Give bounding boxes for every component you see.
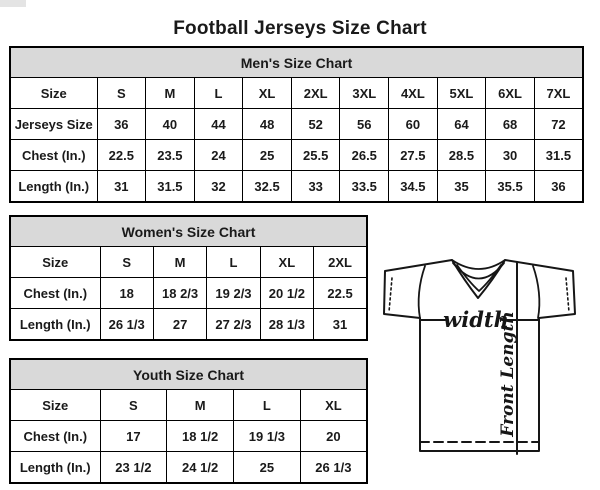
scan-artifact — [0, 0, 26, 7]
table-row — [10, 140, 583, 171]
column-header: 5XL — [437, 78, 486, 109]
womens-size-table — [9, 215, 368, 341]
table-title: Youth Size Chart — [10, 359, 367, 390]
data-cell: 40 — [146, 109, 195, 140]
data-cell: 56 — [340, 109, 389, 140]
data-cell: 25 — [234, 452, 301, 484]
page-title: Football Jerseys Size Chart — [173, 17, 427, 39]
data-cell: 27 2/3 — [207, 309, 260, 341]
column-header: M — [146, 78, 195, 109]
data-cell: 22.5 — [314, 278, 367, 309]
data-cell: 31.5 — [534, 140, 583, 171]
data-cell: 18 — [100, 278, 153, 309]
data-cell: 17 — [100, 421, 167, 452]
data-cell: 20 — [300, 421, 367, 452]
data-cell: 36 — [534, 171, 583, 203]
data-cell: 34.5 — [389, 171, 438, 203]
data-cell: 24 — [194, 140, 243, 171]
width-label: width — [443, 307, 509, 332]
table-row — [10, 109, 583, 140]
data-cell: 33.5 — [340, 171, 389, 203]
cuff-stitch-left-icon — [389, 278, 392, 312]
data-cell: 28 1/3 — [260, 309, 313, 341]
mens-size-table — [9, 46, 584, 203]
table-row — [10, 421, 367, 452]
column-header: 4XL — [389, 78, 438, 109]
data-cell: 35.5 — [486, 171, 535, 203]
data-cell: 30 — [486, 140, 535, 171]
data-cell: 26 1/3 — [100, 309, 153, 341]
youth-size-table — [9, 358, 368, 484]
row-header: Jerseys Size — [10, 109, 97, 140]
column-header: M — [153, 247, 206, 278]
column-header: L — [194, 78, 243, 109]
column-header: XL — [243, 78, 292, 109]
data-cell: 35 — [437, 171, 486, 203]
column-header: M — [167, 390, 234, 421]
column-header: 2XL — [314, 247, 367, 278]
data-cell: 32 — [194, 171, 243, 203]
data-cell: 25.5 — [291, 140, 340, 171]
data-cell: 25 — [243, 140, 292, 171]
data-cell: 24 1/2 — [167, 452, 234, 484]
column-header: L — [207, 247, 260, 278]
data-cell: 31 — [314, 309, 367, 341]
row-header-label: Size — [10, 78, 97, 109]
row-header: Length (In.) — [10, 171, 97, 203]
table-row — [10, 452, 367, 484]
data-cell: 19 2/3 — [207, 278, 260, 309]
data-cell: 33 — [291, 171, 340, 203]
row-header-label: Size — [10, 247, 100, 278]
column-header: 7XL — [534, 78, 583, 109]
row-header: Chest (In.) — [10, 140, 97, 171]
armhole-seam-left — [419, 266, 425, 318]
column-header: L — [234, 390, 301, 421]
data-cell: 60 — [389, 109, 438, 140]
table-row — [10, 309, 367, 341]
data-cell: 23.5 — [146, 140, 195, 171]
table-title: Men's Size Chart — [10, 47, 583, 78]
row-header-label: Size — [10, 390, 100, 421]
data-cell: 27.5 — [389, 140, 438, 171]
data-cell: 31.5 — [146, 171, 195, 203]
cuff-stitch-right-icon — [566, 278, 569, 312]
column-header: S — [100, 247, 153, 278]
row-header: Chest (In.) — [10, 421, 100, 452]
data-cell: 23 1/2 — [100, 452, 167, 484]
armhole-seam-right — [533, 266, 539, 318]
column-header: XL — [260, 247, 313, 278]
table-row — [10, 278, 367, 309]
data-cell: 68 — [486, 109, 535, 140]
data-cell: 28.5 — [437, 140, 486, 171]
row-header: Length (In.) — [10, 452, 100, 484]
row-header: Length (In.) — [10, 309, 100, 341]
column-header: S — [97, 78, 146, 109]
data-cell: 22.5 — [97, 140, 146, 171]
data-cell: 18 2/3 — [153, 278, 206, 309]
data-cell: 26.5 — [340, 140, 389, 171]
data-cell: 20 1/2 — [260, 278, 313, 309]
column-header: 3XL — [340, 78, 389, 109]
front-length-label: Front Length — [498, 311, 518, 437]
column-header: 2XL — [291, 78, 340, 109]
data-cell: 52 — [291, 109, 340, 140]
table-row — [10, 171, 583, 203]
data-cell: 72 — [534, 109, 583, 140]
data-cell: 32.5 — [243, 171, 292, 203]
data-cell: 48 — [243, 109, 292, 140]
data-cell: 26 1/3 — [300, 452, 367, 484]
data-cell: 64 — [437, 109, 486, 140]
data-cell: 31 — [97, 171, 146, 203]
column-header: 6XL — [486, 78, 535, 109]
row-header: Chest (In.) — [10, 278, 100, 309]
column-header: S — [100, 390, 167, 421]
data-cell: 18 1/2 — [167, 421, 234, 452]
column-header: XL — [300, 390, 367, 421]
data-cell: 36 — [97, 109, 146, 140]
jersey-outline — [384, 260, 575, 451]
data-cell: 19 1/3 — [234, 421, 301, 452]
jersey-measurement-diagram — [372, 238, 600, 478]
data-cell: 27 — [153, 309, 206, 341]
data-cell: 44 — [194, 109, 243, 140]
table-title: Women's Size Chart — [10, 216, 367, 247]
